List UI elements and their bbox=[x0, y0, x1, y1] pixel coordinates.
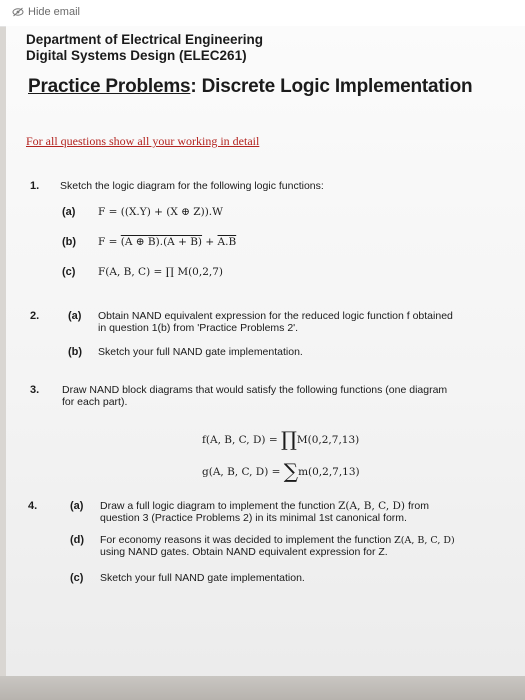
q4a-line1 bbox=[100, 500, 429, 512]
q4c-text: Sketch your full NAND gate implementation. bbox=[100, 572, 305, 584]
q2b-text: Sketch your full NAND gate implementation. bbox=[98, 346, 303, 358]
q1b-plus: + bbox=[202, 236, 218, 248]
hide-email-label: Hide email bbox=[28, 6, 80, 18]
q3-f-function bbox=[202, 424, 360, 451]
q4-number: 4. bbox=[28, 500, 38, 512]
course-heading: Digital Systems Design (ELEC261) bbox=[26, 48, 247, 63]
instruction-text: For all questions show all your working in detail bbox=[26, 134, 260, 148]
page-title bbox=[28, 76, 472, 98]
q2a-label: (a) bbox=[68, 310, 82, 322]
title-practice-problems: Practice Problems bbox=[28, 76, 191, 97]
hide-eye-icon bbox=[12, 7, 24, 17]
q2-number: 2. bbox=[30, 310, 40, 322]
q3-g-rhs: m(0,2,7,13) bbox=[298, 466, 360, 478]
q3-number: 3. bbox=[30, 384, 40, 396]
q1c-expression: F(A, B, C) = ∏ M(0,2,7) bbox=[98, 266, 223, 278]
q4d-function-z: Z(A, B, C, D) bbox=[394, 535, 455, 546]
q3-f-rhs: M(0,2,7,13) bbox=[296, 434, 360, 446]
q1-number: 1. bbox=[30, 180, 40, 192]
title-subtitle: : Discrete Logic Implementation bbox=[190, 76, 473, 97]
hide-email-link[interactable] bbox=[12, 6, 80, 18]
q3-g-function bbox=[202, 456, 360, 483]
q4a-line1-text: Draw a full logic diagram to implement the function bbox=[100, 500, 339, 512]
document-page bbox=[6, 26, 525, 676]
q2a-line1: Obtain NAND equivalent expression for the reduced logic function f obtained bbox=[98, 310, 453, 322]
q4d-line1 bbox=[100, 534, 455, 546]
q1c-label: (c) bbox=[62, 266, 76, 278]
q1a-label: (a) bbox=[62, 206, 76, 218]
q2b-label: (b) bbox=[68, 346, 83, 358]
q3-line1: Draw NAND block diagrams that would satisfy the following functions (one diagram bbox=[62, 384, 448, 396]
q1b-overlined-term: (A ⊕ B).(A + B) bbox=[120, 236, 203, 248]
top-bar bbox=[0, 0, 525, 27]
department-heading: Department of Electrical Engineering bbox=[26, 32, 264, 47]
q3-product-symbol: ∏ bbox=[280, 427, 297, 451]
q3-f-lhs: f(A, B, C, D) = bbox=[202, 434, 281, 446]
q4c-label: (c) bbox=[70, 572, 84, 584]
photo-background-edge bbox=[0, 676, 525, 700]
q4d-line2: using NAND gates. Obtain NAND equivalent expression for Z. bbox=[100, 546, 388, 558]
q3-line2: for each part). bbox=[62, 396, 128, 408]
q1b-label: (b) bbox=[62, 236, 77, 248]
q1b-prefix: F = bbox=[98, 236, 121, 248]
q1b-expression bbox=[98, 236, 236, 248]
q2a-line2: in question 1(b) from 'Practice Problems 2'. bbox=[98, 322, 299, 334]
q4a-function-z: Z(A, B, C, D) bbox=[338, 500, 406, 512]
q4a-line2: question 3 (Practice Problems 2) in its minimal 1st canonical form. bbox=[100, 512, 407, 524]
q4a-label: (a) bbox=[70, 500, 84, 512]
q1-text: Sketch the logic diagram for the following logic functions: bbox=[60, 180, 324, 192]
q3-sum-symbol: ∑ bbox=[283, 459, 299, 483]
q4d-line1-text: For economy reasons it was decided to implement the function bbox=[100, 534, 395, 546]
q4a-line1-end: from bbox=[405, 500, 429, 512]
q4d-label: (d) bbox=[70, 534, 85, 546]
q3-g-lhs: g(A, B, C, D) = bbox=[202, 466, 284, 478]
q1a-expression: F = ((X.Y) + (X ⊕ Z)).W bbox=[98, 206, 223, 218]
q1b-overlined-ab: A.B bbox=[217, 236, 237, 248]
